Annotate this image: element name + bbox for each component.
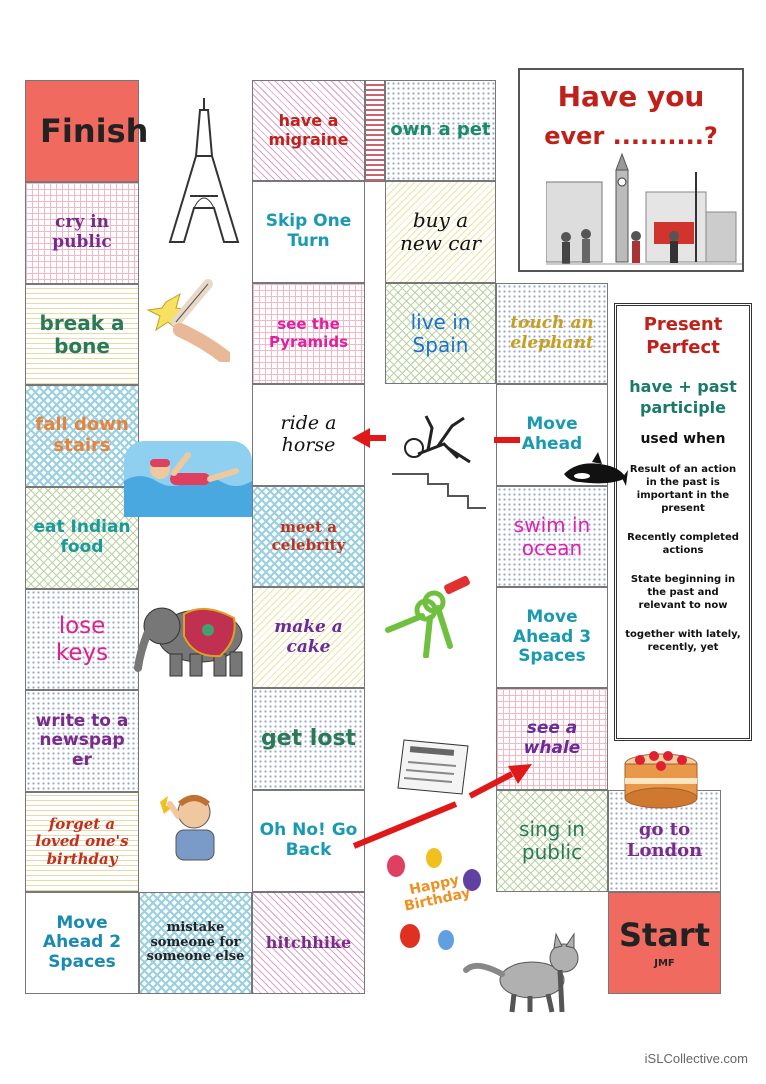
grammar-use-4: together with lately, recently, yet xyxy=(625,628,741,653)
grammar-formula: have + past participle xyxy=(629,377,737,417)
square-go-to-london: go to London xyxy=(608,790,721,892)
square-eat-indian-food: eat Indian food xyxy=(25,487,139,589)
square-swim-in-ocean: swim in ocean xyxy=(496,486,608,587)
square-move-ahead-2: Move Ahead 2 Spaces xyxy=(25,892,139,994)
square-make-a-cake: make a cake xyxy=(252,587,365,688)
square-see-a-whale: see a whale xyxy=(496,688,608,790)
square-start: Start JMF xyxy=(608,892,721,994)
square-sing-in-public: sing in public xyxy=(496,790,608,892)
square-forget-birthday: forget a loved one's birthday xyxy=(25,792,139,892)
square-move-ahead: Move Ahead xyxy=(496,384,608,486)
grammar-use-2: Recently completed actions xyxy=(627,531,739,556)
square-write-newspaper: write to a newspap er xyxy=(25,690,139,792)
grammar-use-3: State beginning in the past and relevant to now xyxy=(630,573,736,611)
square-move-ahead-3: Move Ahead 3 Spaces xyxy=(496,587,608,688)
square-see-pyramids: see the Pyramids xyxy=(252,283,365,384)
square-have-a-migraine: have a migraine xyxy=(252,80,365,181)
square-live-in-spain: live in Spain xyxy=(385,283,496,384)
square-fall-down-stairs: fall down stairs xyxy=(25,385,139,487)
square-break-a-bone: break a bone xyxy=(25,284,139,385)
footer-brand[interactable]: iSLCollective.com xyxy=(644,1051,748,1066)
square-touch-an-elephant: touch an elephant xyxy=(496,283,608,384)
square-own-a-pet: own a pet xyxy=(385,80,496,181)
happy-birthday-text: Happy Birthday xyxy=(402,872,472,916)
arrow-back-to-whale xyxy=(354,764,532,846)
square-go-back: Oh No! Go Back xyxy=(252,790,365,892)
square-cry-in-public: cry in public xyxy=(25,182,139,284)
grammar-heading: Present Perfect xyxy=(643,314,723,358)
square-mistake-someone: mistake someone for someone else xyxy=(139,892,252,994)
square-buy-a-new-car: buy a new car xyxy=(385,181,496,283)
grammar-use-1: Result of an action in the past is important in the present xyxy=(629,463,737,514)
grammar-used-when: used when xyxy=(640,430,726,447)
square-lose-keys: lose keys xyxy=(25,589,139,690)
title-line-1: Have you xyxy=(557,80,705,113)
arrow-to-horse xyxy=(352,428,386,448)
title-line-2: ever ..........? xyxy=(544,122,718,150)
square-ride-a-horse: ride a horse xyxy=(252,384,365,486)
square-hitchhike: hitchhike xyxy=(252,892,365,994)
square-finish: Finish xyxy=(25,80,139,182)
square-meet-celebrity: meet a celebrity xyxy=(252,486,365,587)
square-skip-one-turn: Skip One Turn xyxy=(252,181,365,283)
square-get-lost: get lost xyxy=(252,688,365,790)
